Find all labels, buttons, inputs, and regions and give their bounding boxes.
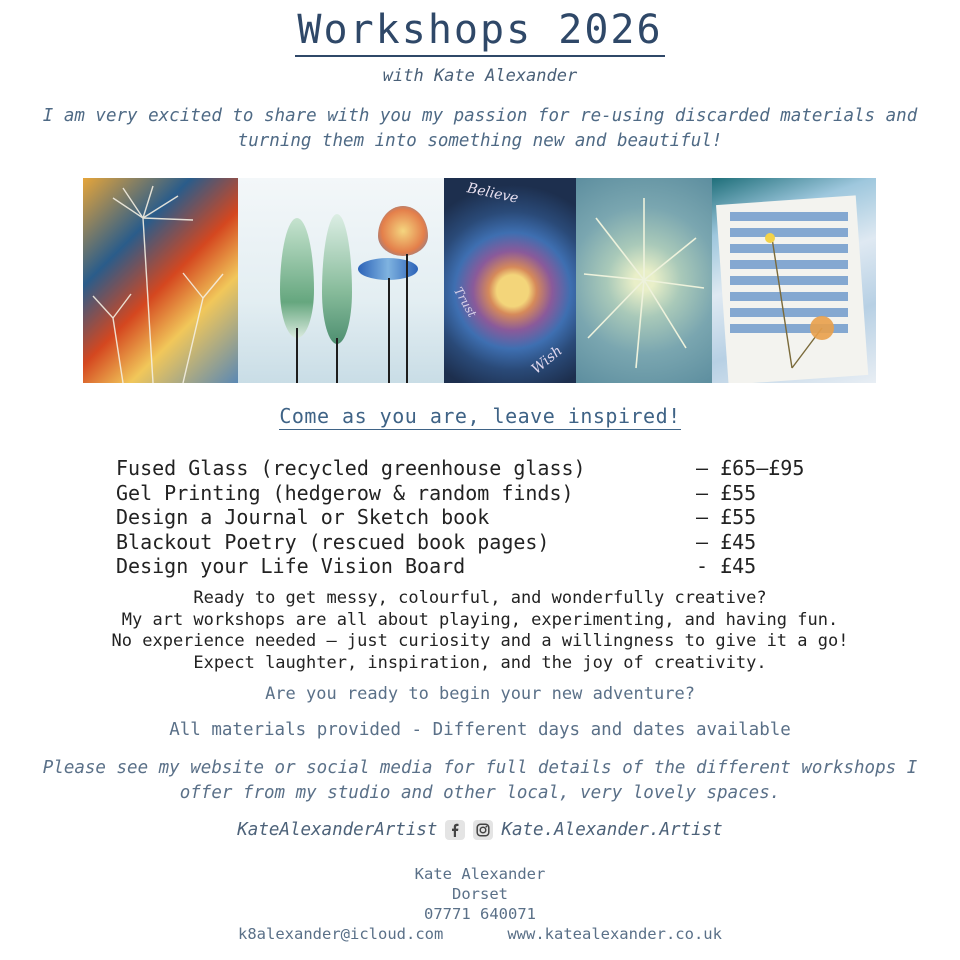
workshop-name: Design your Life Vision Board <box>116 554 466 579</box>
instagram-handle[interactable]: Kate.Alexander.Artist <box>501 820 723 840</box>
glass-leaf <box>280 218 314 338</box>
collage-believe-text: Believe <box>465 180 520 207</box>
page-title-wrap <box>0 6 960 54</box>
workshop-row <box>116 554 876 579</box>
workshop-row <box>116 530 876 555</box>
workshop-description <box>0 588 960 674</box>
blurb-line: No experience needed — just curiosity and a willingness to give it a go! <box>111 631 849 651</box>
blackout-poetry-art <box>712 178 876 383</box>
contact-website[interactable]: www.katealexander.co.uk <box>507 925 722 943</box>
blurb-line: Expect laughter, inspiration, and the joy of creativity. <box>193 652 767 673</box>
workshop-row <box>116 456 876 481</box>
glass-leaf <box>322 214 352 344</box>
materials-note: All materials provided - Different days and dates available <box>169 720 791 740</box>
contact-name: Kate Alexander <box>414 865 546 883</box>
subtitle: with Kate Alexander <box>382 66 578 86</box>
contact-email[interactable]: k8alexander@icloud.com <box>238 925 444 943</box>
glass-flower <box>378 206 428 256</box>
dandelion-art <box>576 178 712 383</box>
collage-trust-text: Trust <box>451 284 480 320</box>
workshop-row <box>116 481 876 506</box>
blackout-poetry-image <box>712 178 876 383</box>
workshop-price-list <box>116 456 876 579</box>
workshop-price: - £45 <box>696 554 757 579</box>
tagline: Come as you are, leave inspired! <box>279 404 681 428</box>
workshop-price: – £45 <box>696 529 757 554</box>
see-more-note: Please see my website or social media for full details of the different workshops I offer from my studio and other local, very lovely spaces. <box>42 758 918 803</box>
contact-row <box>0 924 960 944</box>
workshop-price: – £65–£95 <box>696 456 805 480</box>
workshop-name: Gel Printing (hedgerow & random finds) <box>116 480 574 505</box>
fused-glass-image <box>238 178 444 383</box>
page-title: Workshops 2026 <box>295 7 664 57</box>
intro-text: I am very excited to share with you my passion for re-using discarded materials and turning them into something new and beautiful! <box>42 106 918 151</box>
facebook-icon[interactable] <box>445 820 465 840</box>
workshop-price: – £55 <box>696 480 757 505</box>
contact-block <box>0 864 960 944</box>
workshop-name: Fused Glass (recycled greenhouse glass) <box>116 456 586 480</box>
gel-print-image <box>83 178 238 383</box>
workshop-row <box>116 505 876 530</box>
dandelion-art-image <box>576 178 712 383</box>
facebook-handle[interactable]: KateAlexanderArtist <box>237 820 438 840</box>
glass-dish <box>358 258 418 280</box>
collage-wish-text: Wish <box>528 342 566 378</box>
contact-phone[interactable]: 07771 640071 <box>424 905 536 923</box>
workshop-name: Design a Journal or Sketch book <box>116 505 490 530</box>
gel-print-art <box>83 178 238 383</box>
workshop-name: Blackout Poetry (rescued book pages) <box>116 529 550 554</box>
tagline-wrap <box>0 404 960 428</box>
ready-question: Are you ready to begin your new adventure? <box>265 684 695 704</box>
workshop-price: – £55 <box>696 505 757 530</box>
contact-location: Dorset <box>452 885 508 903</box>
instagram-icon[interactable] <box>473 820 493 840</box>
spiral-art <box>444 178 576 383</box>
artwork-collage <box>83 178 876 383</box>
blurb-line: Ready to get messy, colourful, and wonderfully creative? <box>193 588 767 608</box>
blurb-line: My art workshops are all about playing, experimenting, and having fun. <box>121 609 839 630</box>
spiral-journal-image <box>444 178 576 383</box>
social-links <box>0 820 960 840</box>
